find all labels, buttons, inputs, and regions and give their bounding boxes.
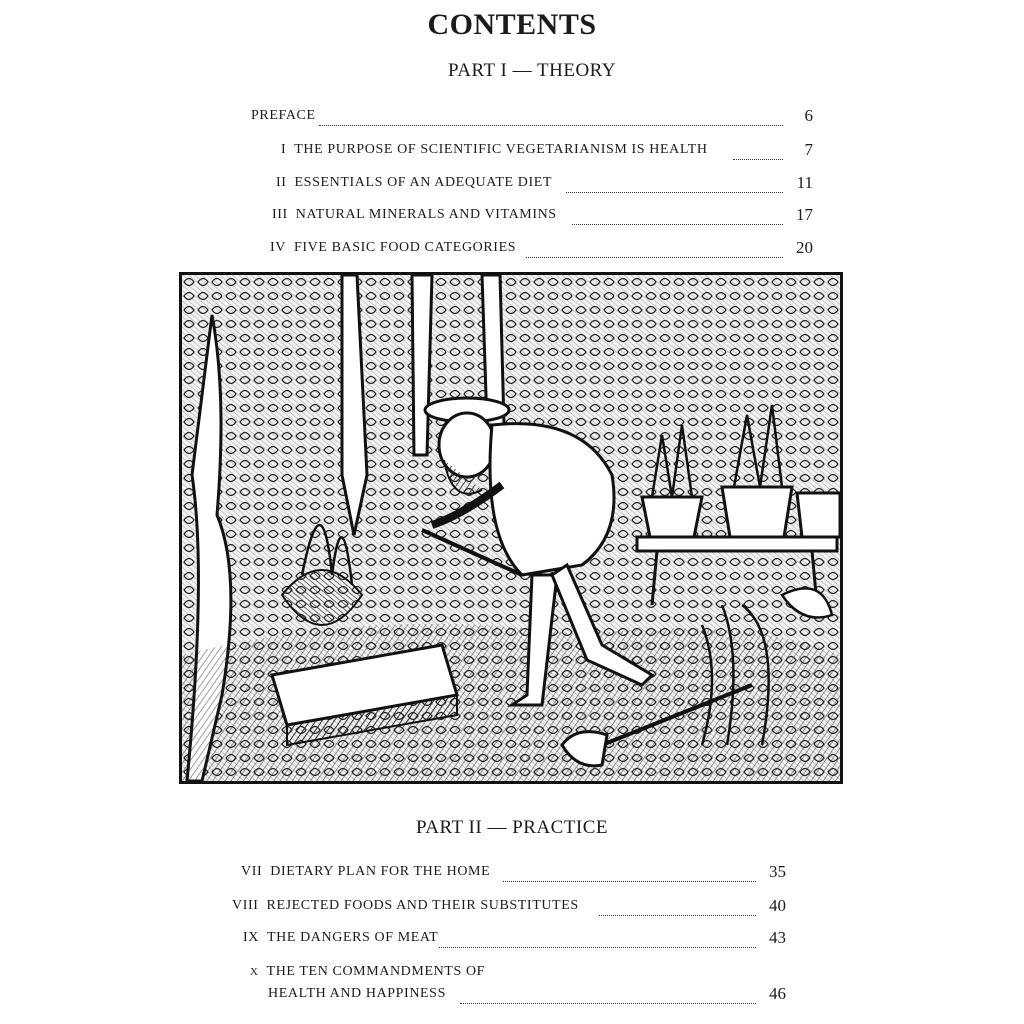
leader-dots — [526, 257, 783, 258]
page-title: CONTENTS — [427, 8, 597, 41]
toc-page-number: 46 — [769, 984, 786, 1003]
toc-page-number: 35 — [769, 862, 786, 881]
leader-dots — [733, 159, 783, 160]
woodcut-illustration — [179, 272, 843, 784]
leader-dots — [503, 881, 756, 882]
toc-entry-chapter-8 — [232, 898, 786, 920]
toc-entry-text: ESSENTIALS OF AN ADEQUATE DIET — [294, 175, 553, 190]
toc-entry-text: HEALTH AND HAPPINESS — [268, 986, 446, 1001]
toc-page-number: 6 — [804, 106, 813, 125]
part-one-heading: PART I — THEORY — [447, 60, 617, 81]
toc-entry-chapter-10-continued — [268, 986, 786, 1008]
leader-dots — [439, 947, 756, 948]
leader-dots — [566, 192, 783, 193]
leader-dots — [572, 224, 783, 225]
toc-entry-chapter-10 — [250, 964, 786, 986]
leader-dots — [599, 915, 756, 916]
chapter-numeral: X — [250, 966, 259, 978]
toc-entry-text: DIETARY PLAN FOR THE HOME — [270, 864, 491, 879]
toc-page-number: 43 — [769, 928, 786, 947]
toc-page-number: 40 — [769, 896, 786, 915]
toc-entry-text: THE PURPOSE OF SCIENTIFIC VEGETARIANISM IS HEALTH — [294, 142, 708, 157]
toc-entry-chapter-1 — [281, 142, 813, 164]
toc-page-number: 20 — [796, 238, 813, 257]
chapter-numeral: VII — [241, 864, 263, 879]
leader-dots — [319, 125, 783, 126]
toc-page-number: 11 — [796, 173, 813, 192]
toc-page-number: 17 — [796, 205, 813, 224]
chapter-numeral: IX — [243, 930, 259, 945]
toc-page-number: 7 — [804, 140, 813, 159]
chapter-numeral: I — [281, 142, 287, 157]
gardener-woodcut-image — [182, 275, 840, 781]
chapter-numeral: VIII — [232, 898, 259, 913]
toc-entry-text: FIVE BASIC FOOD CATEGORIES — [293, 240, 517, 255]
chapter-numeral: II — [276, 175, 287, 190]
toc-entry-chapter-4 — [270, 240, 813, 262]
toc-entry-text: THE TEN COMMANDMENTS OF — [266, 964, 486, 979]
chapter-numeral: IV — [270, 240, 286, 255]
toc-entry-chapter-9 — [243, 930, 786, 952]
toc-entry-chapter-2 — [276, 175, 813, 197]
toc-entry-preface — [251, 108, 813, 130]
toc-entry-chapter-3 — [272, 207, 813, 229]
toc-entry-text: PREFACE — [251, 108, 316, 123]
part-two-heading: PART II — PRACTICE — [415, 817, 609, 838]
chapter-numeral: III — [272, 207, 288, 222]
toc-entry-text: REJECTED FOODS AND THEIR SUBSTITUTES — [266, 898, 579, 913]
toc-entry-text: NATURAL MINERALS AND VITAMINS — [295, 207, 557, 222]
toc-entry-text: THE DANGERS OF MEAT — [266, 930, 439, 945]
leader-dots — [460, 1003, 756, 1004]
toc-entry-chapter-7 — [241, 864, 786, 886]
